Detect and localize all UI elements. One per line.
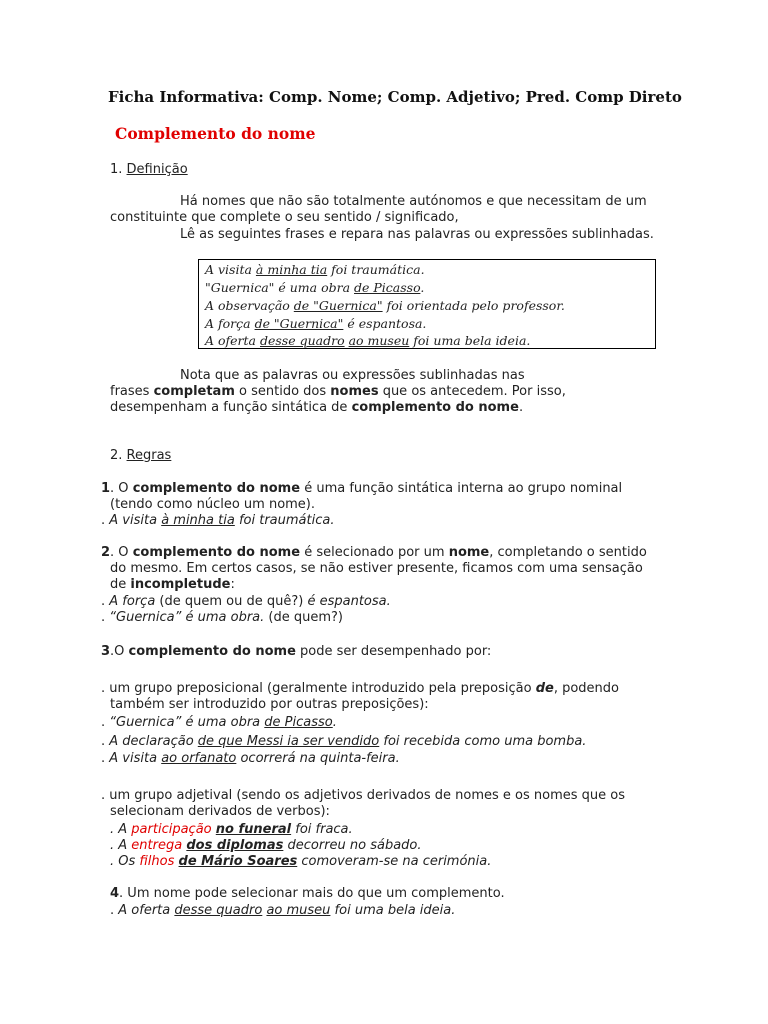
rule-3-group-1-text-2: também ser introduzido por outras preposições): <box>110 697 429 712</box>
rule-3-example-5: . A entrega dos diplomas decorreu no sábado. <box>110 838 422 853</box>
section-title: Complemento do nome <box>115 124 316 143</box>
definicao-text-1: Há nomes que não são totalmente autónomos e que necessitam de um <box>180 194 647 209</box>
rule-3-example-4: . A participação no funeral foi fraca. <box>110 822 353 837</box>
rule-2-text-2: do mesmo. Em certos casos, se não estiver presente, ficamos com uma sensação <box>110 561 643 576</box>
nota-text-1: Nota que as palavras ou expressões sublinhadas nas <box>180 368 525 383</box>
definicao-text-2: constituinte que complete o seu sentido / significado, <box>110 210 459 225</box>
rule-2-example-1: . A força (de quem ou de quê?) é espantosa. <box>101 594 391 609</box>
heading-regras: 2. Regras <box>110 448 172 463</box>
rule-3-text-1: 3.O complemento do nome pode ser desempenhado por: <box>101 644 492 659</box>
rule-2-example-2: . “Guernica” é uma obra. (de quem?) <box>101 610 343 625</box>
rule-3-group-2-text-1: . um grupo adjetival (sendo os adjetivos derivados de nomes e os nomes que os <box>101 788 625 803</box>
rule-2-text-1: 2. O complemento do nome é selecionado por um nome, completando o sentido <box>101 545 647 560</box>
rule-2-text-3: de incompletude: <box>110 577 235 592</box>
box-line-5: A oferta desse quadro ao museu foi uma bela ideia. <box>205 333 531 348</box>
box-line-4: A força de "Guernica" é espantosa. <box>205 316 427 331</box>
box-line-2: "Guernica" é uma obra de Picasso. <box>205 280 425 295</box>
rule-3-example-1: . “Guernica” é uma obra de Picasso. <box>101 715 337 730</box>
rule-3-group-2-text-2: selecionam derivados de verbos): <box>110 804 330 819</box>
rule-3-example-2: . A declaração de que Messi ia ser vendido foi recebida como uma bomba. <box>101 734 587 749</box>
document-title: Ficha Informativa: Comp. Nome; Comp. Adjetivo; Pred. Comp Direto <box>108 88 682 106</box>
rule-4-text: 4. Um nome pode selecionar mais do que um complemento. <box>110 886 505 901</box>
nota-text-2: frases completam o sentido dos nomes que os antecedem. Por isso, <box>110 384 566 399</box>
rule-1-text-2: (tendo como núcleo um nome). <box>110 497 316 512</box>
rule-3-example-3: . A visita ao orfanato ocorrerá na quinta-feira. <box>101 751 400 766</box>
rule-1-example: . A visita à minha tia foi traumática. <box>101 513 335 528</box>
rule-3-example-6: . Os filhos de Mário Soares comoveram-se na cerimónia. <box>110 854 492 869</box>
rule-1-text-1: 1. O complemento do nome é uma função sintática interna ao grupo nominal <box>101 481 623 496</box>
examples-box <box>198 259 656 349</box>
rule-3-group-1-text-1: . um grupo preposicional (geralmente introduzido pela preposição de, podendo <box>101 681 619 696</box>
rule-4-example: . A oferta desse quadro ao museu foi uma bela ideia. <box>110 903 456 918</box>
box-line-3: A observação de "Guernica" foi orientada pelo professor. <box>205 298 565 313</box>
nota-text-3: desempenham a função sintática de complemento do nome. <box>110 400 524 415</box>
heading-definicao: 1. Definição <box>110 162 188 177</box>
box-line-1: A visita à minha tia foi traumática. <box>205 262 425 277</box>
definicao-text-3: Lê as seguintes frases e repara nas palavras ou expressões sublinhadas. <box>180 227 654 242</box>
